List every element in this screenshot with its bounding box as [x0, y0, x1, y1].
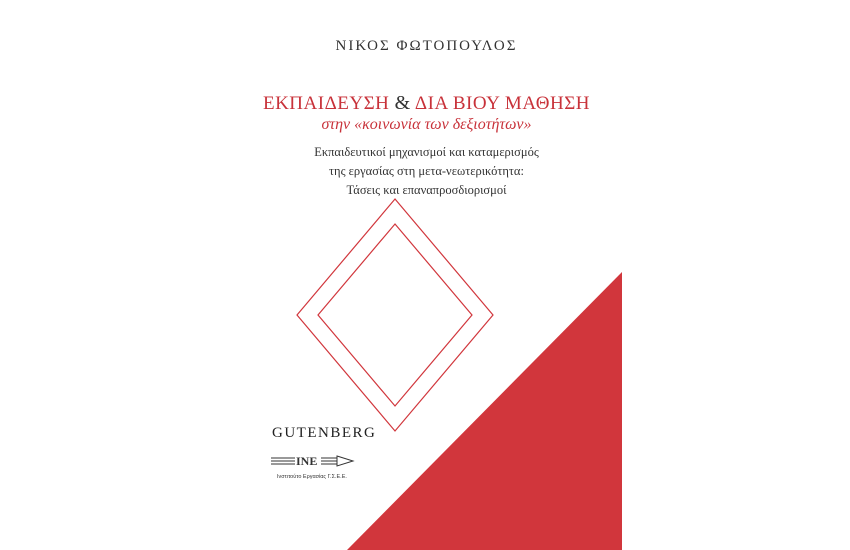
institute-caption: Ινστιτούτο Εργασίας Γ.Σ.Ε.Ε. [277, 474, 347, 480]
book-cover [231, 0, 622, 550]
outer-diamond [297, 199, 493, 431]
description-line-2: της εργασίας στη μετα-νεωτερικότητα: [329, 164, 524, 178]
ine-logo-text: INE [296, 454, 318, 468]
inner-diamond [318, 224, 472, 406]
description-line-3: Τάσεις και επαναπροσδιορισμοί [346, 183, 507, 197]
title-part-2: ΔΙΑ ΒΙΟΥ ΜΑΘΗΣΗ [410, 93, 590, 114]
pen-nib-icon [337, 456, 353, 466]
book-title [231, 92, 622, 115]
publisher-name: GUTENBERG [272, 425, 377, 441]
book-subtitle: στην «κοινωνία των δεξιοτήτων» [321, 116, 532, 133]
description-line-1: Εκπαιδευτικοί μηχανισμοί και καταμερισμός [314, 145, 539, 159]
title-part-1: ΕΚΠΑΙΔΕΥΣΗ [262, 93, 395, 114]
title-ampersand: & [394, 92, 411, 114]
author-name: ΝΙΚΟΣ ΦΩΤΟΠΟΥΛΟΣ [335, 38, 518, 54]
book-description [231, 143, 622, 200]
red-triangle [347, 272, 622, 550]
